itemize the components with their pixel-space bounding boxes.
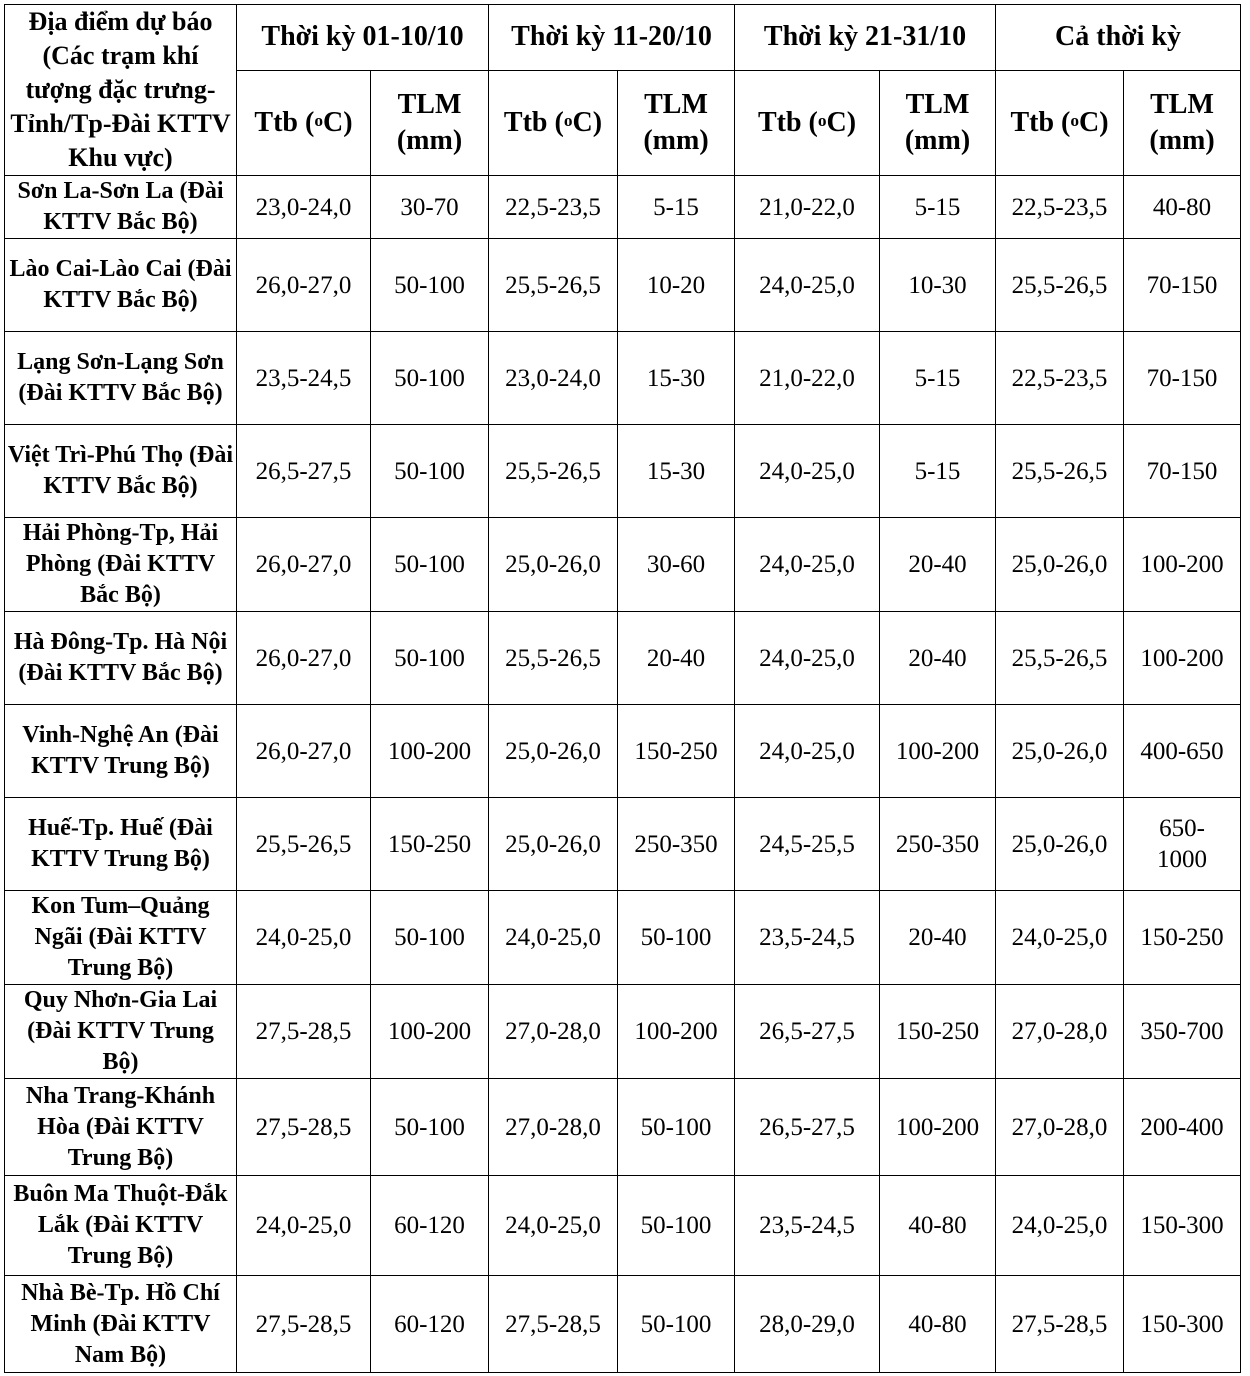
ttb-11-20-cell: 23,0-24,0 bbox=[489, 332, 618, 425]
ttb-01-10-cell: 26,0-27,0 bbox=[237, 518, 371, 612]
ttb-01-10-cell: 27,5-28,5 bbox=[237, 1276, 371, 1373]
table-row bbox=[5, 1276, 1241, 1373]
ttb-all-cell: 25,5-26,5 bbox=[996, 239, 1124, 332]
ttb-all-cell: 22,5-23,5 bbox=[996, 176, 1124, 239]
ttb-21-31-cell: 23,5-24,5 bbox=[735, 1176, 880, 1276]
tlm-21-31-cell: 250-350 bbox=[880, 798, 996, 891]
ttb-01-10-cell: 24,0-25,0 bbox=[237, 891, 371, 985]
ttb-11-20-cell: 25,5-26,5 bbox=[489, 239, 618, 332]
ttb-01-10-cell: 26,5-27,5 bbox=[237, 425, 371, 518]
location-cell: Nha Trang-Khánh Hòa (Đài KTTV Trung Bộ) bbox=[5, 1079, 237, 1176]
tlm-all-cell: 100-200 bbox=[1124, 612, 1241, 705]
ttb-21-31-cell: 24,0-25,0 bbox=[735, 518, 880, 612]
tlm-01-10-cell: 60-120 bbox=[371, 1176, 489, 1276]
ttb-all-cell: 27,0-28,0 bbox=[996, 1079, 1124, 1176]
tlm-11-20-cell: 30-60 bbox=[618, 518, 735, 612]
table-row bbox=[5, 985, 1241, 1079]
ttb-01-10-cell: 26,0-27,0 bbox=[237, 239, 371, 332]
header-ttb: Ttb ($^o$C) bbox=[735, 70, 880, 175]
tlm-all-cell: 150-250 bbox=[1124, 891, 1241, 985]
header-tlm: TLM (mm) bbox=[618, 70, 735, 175]
tlm-01-10-cell: 50-100 bbox=[371, 239, 489, 332]
header-period-1: Thời kỳ 01-10/10 bbox=[237, 5, 489, 71]
ttb-all-cell: 25,0-26,0 bbox=[996, 705, 1124, 798]
location-cell: Vinh-Nghệ An (Đài KTTV Trung Bộ) bbox=[5, 705, 237, 798]
tlm-01-10-cell: 50-100 bbox=[371, 332, 489, 425]
ttb-11-20-cell: 27,5-28,5 bbox=[489, 1276, 618, 1373]
tlm-11-20-cell: 150-250 bbox=[618, 705, 735, 798]
table-row bbox=[5, 176, 1241, 239]
tlm-all-cell: 40-80 bbox=[1124, 176, 1241, 239]
ttb-21-31-cell: 24,0-25,0 bbox=[735, 705, 880, 798]
tlm-21-31-cell: 40-80 bbox=[880, 1276, 996, 1373]
table-row bbox=[5, 239, 1241, 332]
tlm-11-20-cell: 50-100 bbox=[618, 1079, 735, 1176]
tlm-11-20-cell: 5-15 bbox=[618, 176, 735, 239]
header-ttb: Ttb ($^o$C) bbox=[996, 70, 1124, 175]
tlm-11-20-cell: 250-350 bbox=[618, 798, 735, 891]
tlm-21-31-cell: 10-30 bbox=[880, 239, 996, 332]
tlm-21-31-cell: 20-40 bbox=[880, 891, 996, 985]
tlm-01-10-cell: 50-100 bbox=[371, 518, 489, 612]
tlm-all-cell: 70-150 bbox=[1124, 425, 1241, 518]
tlm-21-31-cell: 40-80 bbox=[880, 1176, 996, 1276]
ttb-21-31-cell: 23,5-24,5 bbox=[735, 891, 880, 985]
location-cell: Lạng Sơn-Lạng Sơn (Đài KTTV Bắc Bộ) bbox=[5, 332, 237, 425]
tlm-01-10-cell: 50-100 bbox=[371, 612, 489, 705]
header-tlm: TLM (mm) bbox=[880, 70, 996, 175]
ttb-01-10-cell: 27,5-28,5 bbox=[237, 985, 371, 1079]
ttb-01-10-cell: 24,0-25,0 bbox=[237, 1176, 371, 1276]
ttb-11-20-cell: 25,0-26,0 bbox=[489, 798, 618, 891]
table-row bbox=[5, 612, 1241, 705]
table-row bbox=[5, 1176, 1241, 1276]
ttb-21-31-cell: 21,0-22,0 bbox=[735, 176, 880, 239]
location-cell: Kon Tum–Quảng Ngãi (Đài KTTV Trung Bộ) bbox=[5, 891, 237, 985]
tlm-11-20-cell: 50-100 bbox=[618, 1176, 735, 1276]
table-row bbox=[5, 425, 1241, 518]
tlm-all-cell: 70-150 bbox=[1124, 332, 1241, 425]
tlm-all-cell: 70-150 bbox=[1124, 239, 1241, 332]
ttb-21-31-cell: 28,0-29,0 bbox=[735, 1276, 880, 1373]
location-cell: Sơn La-Sơn La (Đài KTTV Bắc Bộ) bbox=[5, 176, 237, 239]
ttb-all-cell: 25,5-26,5 bbox=[996, 425, 1124, 518]
ttb-21-31-cell: 24,5-25,5 bbox=[735, 798, 880, 891]
ttb-21-31-cell: 26,5-27,5 bbox=[735, 985, 880, 1079]
ttb-all-cell: 24,0-25,0 bbox=[996, 1176, 1124, 1276]
tlm-01-10-cell: 100-200 bbox=[371, 985, 489, 1079]
ttb-11-20-cell: 25,5-26,5 bbox=[489, 612, 618, 705]
tlm-01-10-cell: 60-120 bbox=[371, 1276, 489, 1373]
ttb-all-cell: 22,5-23,5 bbox=[996, 332, 1124, 425]
tlm-11-20-cell: 50-100 bbox=[618, 891, 735, 985]
header-tlm: TLM (mm) bbox=[371, 70, 489, 175]
ttb-11-20-cell: 25,5-26,5 bbox=[489, 425, 618, 518]
header-period-2: Thời kỳ 11-20/10 bbox=[489, 5, 735, 71]
tlm-21-31-cell: 100-200 bbox=[880, 1079, 996, 1176]
table-row bbox=[5, 798, 1241, 891]
ttb-21-31-cell: 24,0-25,0 bbox=[735, 239, 880, 332]
location-cell: Nhà Bè-Tp. Hồ Chí Minh (Đài KTTV Nam Bộ) bbox=[5, 1276, 237, 1373]
location-cell: Hà Đông-Tp. Hà Nội (Đài KTTV Bắc Bộ) bbox=[5, 612, 237, 705]
tlm-all-cell: 100-200 bbox=[1124, 518, 1241, 612]
tlm-all-cell: 650-1000 bbox=[1124, 798, 1241, 891]
header-period-3: Thời kỳ 21-31/10 bbox=[735, 5, 996, 71]
table-row bbox=[5, 705, 1241, 798]
tlm-01-10-cell: 100-200 bbox=[371, 705, 489, 798]
tlm-11-20-cell: 10-20 bbox=[618, 239, 735, 332]
tlm-21-31-cell: 100-200 bbox=[880, 705, 996, 798]
ttb-01-10-cell: 23,5-24,5 bbox=[237, 332, 371, 425]
header-location: Địa điểm dự báo (Các trạm khí tượng đặc trưng-Tỉnh/Tp-Đài KTTV Khu vực) bbox=[5, 5, 237, 176]
ttb-11-20-cell: 25,0-26,0 bbox=[489, 705, 618, 798]
tlm-11-20-cell: 20-40 bbox=[618, 612, 735, 705]
ttb-11-20-cell: 24,0-25,0 bbox=[489, 891, 618, 985]
ttb-01-10-cell: 27,5-28,5 bbox=[237, 1079, 371, 1176]
header-ttb: Ttb ($^o$C) bbox=[489, 70, 618, 175]
ttb-01-10-cell: 23,0-24,0 bbox=[237, 176, 371, 239]
tlm-all-cell: 150-300 bbox=[1124, 1276, 1241, 1373]
location-cell: Việt Trì-Phú Thọ (Đài KTTV Bắc Bộ) bbox=[5, 425, 237, 518]
ttb-11-20-cell: 25,0-26,0 bbox=[489, 518, 618, 612]
tlm-01-10-cell: 50-100 bbox=[371, 425, 489, 518]
ttb-all-cell: 25,0-26,0 bbox=[996, 798, 1124, 891]
table-row bbox=[5, 518, 1241, 612]
ttb-01-10-cell: 25,5-26,5 bbox=[237, 798, 371, 891]
tlm-01-10-cell: 50-100 bbox=[371, 891, 489, 985]
ttb-11-20-cell: 27,0-28,0 bbox=[489, 1079, 618, 1176]
tlm-21-31-cell: 150-250 bbox=[880, 985, 996, 1079]
ttb-11-20-cell: 24,0-25,0 bbox=[489, 1176, 618, 1276]
header-period-all: Cả thời kỳ bbox=[996, 5, 1241, 71]
ttb-01-10-cell: 26,0-27,0 bbox=[237, 612, 371, 705]
tlm-11-20-cell: 15-30 bbox=[618, 425, 735, 518]
tlm-01-10-cell: 30-70 bbox=[371, 176, 489, 239]
ttb-all-cell: 25,0-26,0 bbox=[996, 518, 1124, 612]
location-cell: Lào Cai-Lào Cai (Đài KTTV Bắc Bộ) bbox=[5, 239, 237, 332]
location-cell: Hải Phòng-Tp, Hải Phòng (Đài KTTV Bắc Bộ) bbox=[5, 518, 237, 612]
table-row bbox=[5, 1079, 1241, 1176]
location-cell: Quy Nhơn-Gia Lai (Đài KTTV Trung Bộ) bbox=[5, 985, 237, 1079]
tlm-11-20-cell: 50-100 bbox=[618, 1276, 735, 1373]
tlm-21-31-cell: 5-15 bbox=[880, 425, 996, 518]
table-row bbox=[5, 332, 1241, 425]
tlm-11-20-cell: 100-200 bbox=[618, 985, 735, 1079]
tlm-all-cell: 350-700 bbox=[1124, 985, 1241, 1079]
tlm-all-cell: 200-400 bbox=[1124, 1079, 1241, 1176]
ttb-11-20-cell: 22,5-23,5 bbox=[489, 176, 618, 239]
location-cell: Huế-Tp. Huế (Đài KTTV Trung Bộ) bbox=[5, 798, 237, 891]
forecast-table bbox=[4, 4, 1241, 1373]
ttb-all-cell: 27,0-28,0 bbox=[996, 985, 1124, 1079]
tlm-21-31-cell: 5-15 bbox=[880, 176, 996, 239]
ttb-21-31-cell: 26,5-27,5 bbox=[735, 1079, 880, 1176]
ttb-all-cell: 24,0-25,0 bbox=[996, 891, 1124, 985]
ttb-01-10-cell: 26,0-27,0 bbox=[237, 705, 371, 798]
tlm-21-31-cell: 5-15 bbox=[880, 332, 996, 425]
tlm-01-10-cell: 50-100 bbox=[371, 1079, 489, 1176]
tlm-11-20-cell: 15-30 bbox=[618, 332, 735, 425]
ttb-21-31-cell: 24,0-25,0 bbox=[735, 612, 880, 705]
tlm-21-31-cell: 20-40 bbox=[880, 612, 996, 705]
table-body bbox=[5, 176, 1241, 1373]
ttb-21-31-cell: 24,0-25,0 bbox=[735, 425, 880, 518]
tlm-01-10-cell: 150-250 bbox=[371, 798, 489, 891]
table-row bbox=[5, 891, 1241, 985]
ttb-all-cell: 25,5-26,5 bbox=[996, 612, 1124, 705]
tlm-all-cell: 150-300 bbox=[1124, 1176, 1241, 1276]
ttb-11-20-cell: 27,0-28,0 bbox=[489, 985, 618, 1079]
tlm-all-cell: 400-650 bbox=[1124, 705, 1241, 798]
header-tlm: TLM (mm) bbox=[1124, 70, 1241, 175]
header-ttb: Ttb ($^o$C) bbox=[237, 70, 371, 175]
ttb-all-cell: 27,5-28,5 bbox=[996, 1276, 1124, 1373]
tlm-21-31-cell: 20-40 bbox=[880, 518, 996, 612]
ttb-21-31-cell: 21,0-22,0 bbox=[735, 332, 880, 425]
location-cell: Buôn Ma Thuột-Đắk Lắk (Đài KTTV Trung Bộ) bbox=[5, 1176, 237, 1276]
